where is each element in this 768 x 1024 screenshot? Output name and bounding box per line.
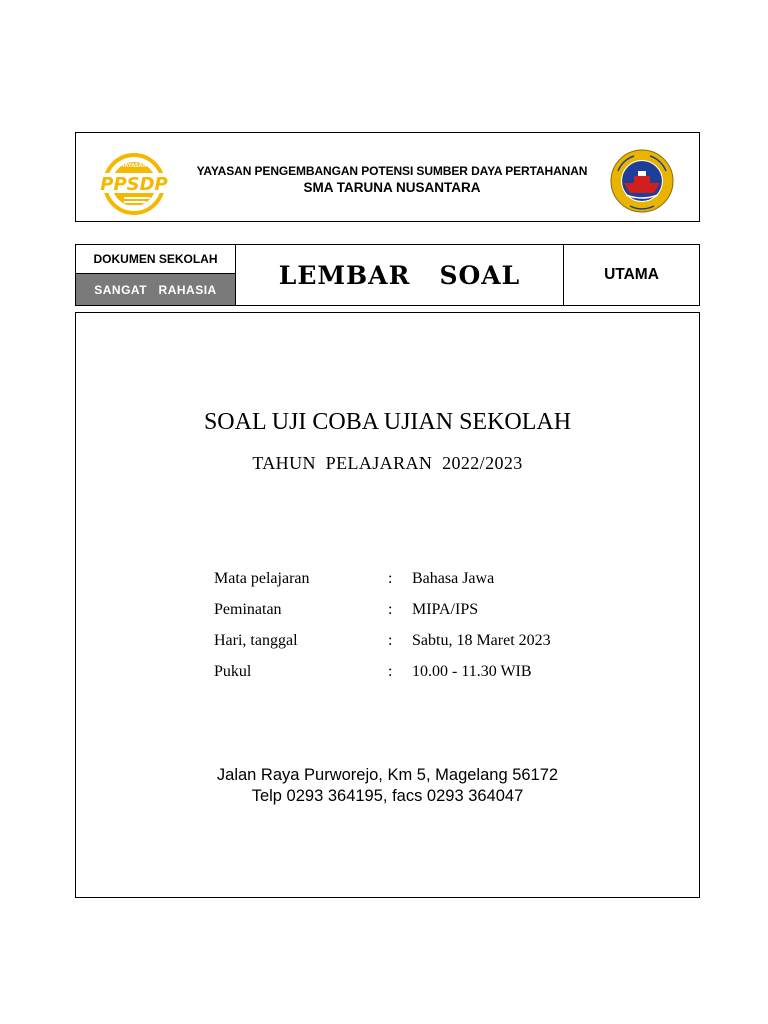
detail-separator: :: [388, 663, 393, 680]
detail-label: Hari, tanggal: [214, 632, 298, 649]
document-type: UTAMA: [604, 266, 659, 283]
detail-separator: :: [388, 632, 393, 649]
secret-label: SANGAT RAHASIA: [76, 273, 236, 305]
svg-text:YAYASAN: YAYASAN: [121, 163, 147, 169]
detail-label: Mata pelajaran: [214, 570, 310, 587]
detail-label: Peminatan: [214, 601, 282, 618]
letterhead: [75, 132, 700, 222]
detail-label: Pukul: [214, 663, 252, 680]
ppsdp-logo-icon: [94, 153, 174, 215]
detail-value: Bahasa Jawa: [412, 570, 495, 587]
document-title-bar: [75, 244, 700, 306]
detail-value: 10.00 - 11.30 WIB: [412, 663, 532, 680]
detail-separator: :: [388, 601, 393, 618]
school-emblem-icon: [610, 149, 674, 213]
school-address-block: [76, 765, 699, 807]
exam-year: TAHUN PELAJARAN 2022/2023: [252, 453, 523, 473]
organization-name: YAYASAN PENGEMBANGAN POTENSI SUMBER DAYA PERTAHANAN: [196, 164, 588, 178]
school-phone: Telp 0293 364195, facs 0293 364047: [251, 787, 524, 805]
exam-title: SOAL UJI COBA UJIAN SEKOLAH: [203, 409, 572, 435]
document-label: DOKUMEN SEKOLAH: [76, 245, 236, 273]
detail-value: Sabtu, 18 Maret 2023: [412, 632, 551, 649]
detail-value: MIPA/IPS: [412, 601, 479, 618]
svg-text:PPSDP: PPSDP: [100, 174, 168, 195]
document-title: LEMBAR SOAL: [236, 245, 564, 305]
school-address: Jalan Raya Purworejo, Km 5, Magelang 56172: [216, 766, 559, 784]
school-name: SMA TARUNA NUSANTARA: [303, 180, 481, 195]
detail-separator: :: [388, 570, 393, 587]
exam-cover-panel: [75, 312, 700, 898]
